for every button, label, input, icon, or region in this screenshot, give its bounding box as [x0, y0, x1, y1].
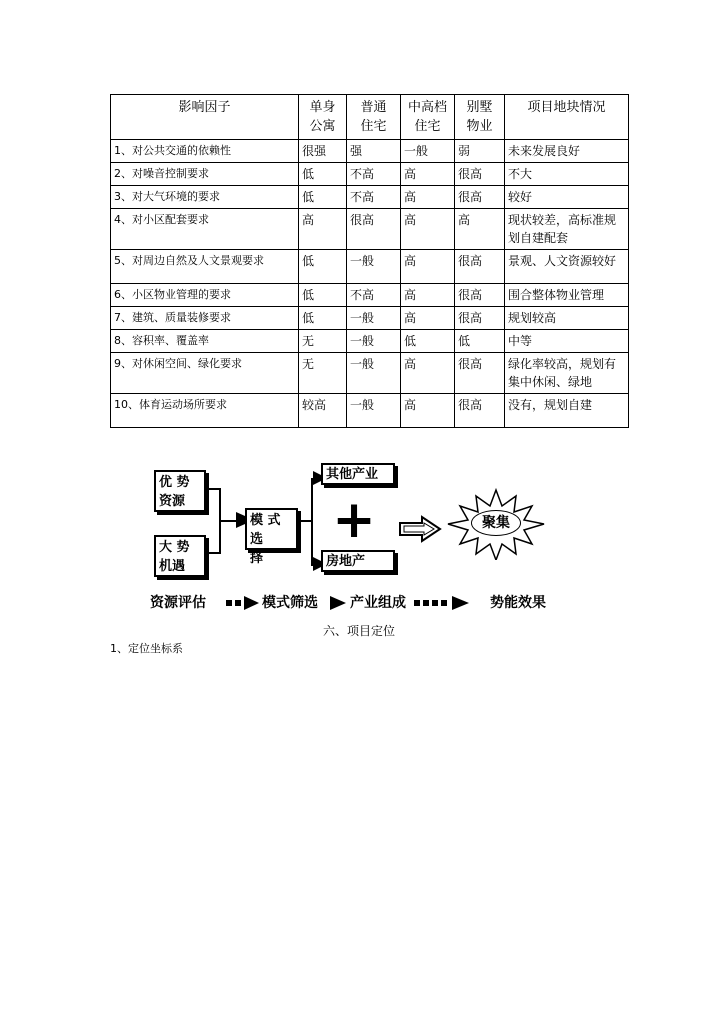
cell-mid-high: 高	[401, 163, 455, 186]
cell-villa: 高	[455, 209, 505, 250]
arrow-head-icon	[313, 471, 321, 485]
row-factor: 1、对公共交通的依赖性	[111, 140, 299, 163]
cell-site: 景观、人文资源较好	[505, 250, 629, 284]
arrow-head-icon	[313, 557, 321, 571]
cell-mid-high: 高	[401, 394, 455, 428]
header-site-condition: 项目地块情况	[505, 95, 629, 140]
row-factor: 10、体育运动场所要求	[111, 394, 299, 428]
cell-ordinary: 一般	[347, 307, 401, 330]
cell-mid-high: 高	[401, 307, 455, 330]
dashed-arrow-icon	[327, 595, 349, 611]
cell-ordinary: 很高	[347, 209, 401, 250]
flow-step-resource-assessment: 资源评估	[150, 595, 206, 611]
cell-villa: 弱	[455, 140, 505, 163]
row-factor: 6、小区物业管理的要求	[111, 284, 299, 307]
row-factor: 8、容积率、覆盖率	[111, 330, 299, 353]
real-estate-box: 房地产	[321, 550, 395, 572]
cell-site: 不大	[505, 163, 629, 186]
cell-ordinary: 一般	[347, 250, 401, 284]
cell-single: 低	[299, 250, 347, 284]
dashed-arrow-icon	[225, 595, 261, 611]
cell-single: 无	[299, 353, 347, 394]
outline-arrow-icon	[398, 515, 442, 543]
cell-site: 未来发展良好	[505, 140, 629, 163]
cell-villa: 很高	[455, 186, 505, 209]
advantage-resources-box: 优 势 资源	[154, 470, 206, 512]
agglomeration-label: 聚集	[471, 510, 521, 536]
cell-mid-high: 高	[401, 250, 455, 284]
plus-symbol: +	[332, 490, 376, 550]
cell-single: 高	[299, 209, 347, 250]
cell-mid-high: 高	[401, 353, 455, 394]
cell-single: 低	[299, 307, 347, 330]
cell-site: 围合整体物业管理	[505, 284, 629, 307]
flow-step-mode-screening: 模式筛选	[262, 595, 318, 611]
row-factor: 5、对周边自然及人文景观要求	[111, 250, 299, 284]
row-factor: 3、对大气环境的要求	[111, 186, 299, 209]
cell-ordinary: 强	[347, 140, 401, 163]
cell-ordinary: 一般	[347, 353, 401, 394]
cell-single: 无	[299, 330, 347, 353]
cell-site: 规划较高	[505, 307, 629, 330]
cell-villa: 很高	[455, 284, 505, 307]
cell-mid-high: 高	[401, 186, 455, 209]
cell-villa: 很高	[455, 394, 505, 428]
cell-mid-high: 一般	[401, 140, 455, 163]
arrow-head-icon	[236, 512, 245, 528]
cell-mid-high: 高	[401, 209, 455, 250]
cell-mid-high: 低	[401, 330, 455, 353]
row-factor: 4、对小区配套要求	[111, 209, 299, 250]
cell-ordinary: 不高	[347, 163, 401, 186]
mode-selection-box: 模 式 选 择	[245, 508, 298, 550]
cell-mid-high: 高	[401, 284, 455, 307]
cell-site: 中等	[505, 330, 629, 353]
header-factor: 影响因子	[111, 95, 299, 140]
flow-step-industry-composition: 产业组成	[350, 595, 406, 611]
cell-ordinary: 一般	[347, 330, 401, 353]
flow-step-potential-effect: 势能效果	[490, 595, 546, 611]
header-ordinary-housing: 普通 住宅	[347, 95, 401, 140]
major-opportunity-box: 大 势 机遇	[154, 535, 206, 577]
cell-villa: 很高	[455, 250, 505, 284]
cell-site: 现状较差，高标准规划自建配套	[505, 209, 629, 250]
cell-single: 低	[299, 186, 347, 209]
cell-site: 绿化率较高，规划有集中休闲、绿地	[505, 353, 629, 394]
cell-single: 低	[299, 284, 347, 307]
cell-villa: 很高	[455, 307, 505, 330]
cell-single: 低	[299, 163, 347, 186]
header-mid-high-housing: 中高档 住宅	[401, 95, 455, 140]
cell-single: 很强	[299, 140, 347, 163]
section-title: 六、项目定位	[323, 624, 396, 638]
header-single-apartment: 单身 公寓	[299, 95, 347, 140]
row-factor: 2、对噪音控制要求	[111, 163, 299, 186]
cell-villa: 很高	[455, 163, 505, 186]
other-industries-box: 其他产业	[321, 463, 395, 485]
cell-villa: 很高	[455, 353, 505, 394]
cell-ordinary: 不高	[347, 284, 401, 307]
row-factor: 9、对休闲空间、绿化要求	[111, 353, 299, 394]
cell-ordinary: 不高	[347, 186, 401, 209]
cell-site: 较好	[505, 186, 629, 209]
row-factor: 7、建筑、质量装修要求	[111, 307, 299, 330]
cell-ordinary: 一般	[347, 394, 401, 428]
dashed-arrow-icon	[413, 595, 473, 611]
cell-site: 没有，规划自建	[505, 394, 629, 428]
header-villa-property: 别墅 物业	[455, 95, 505, 140]
cell-single: 较高	[299, 394, 347, 428]
subsection-title: 1、定位坐标系	[110, 642, 183, 655]
cell-villa: 低	[455, 330, 505, 353]
